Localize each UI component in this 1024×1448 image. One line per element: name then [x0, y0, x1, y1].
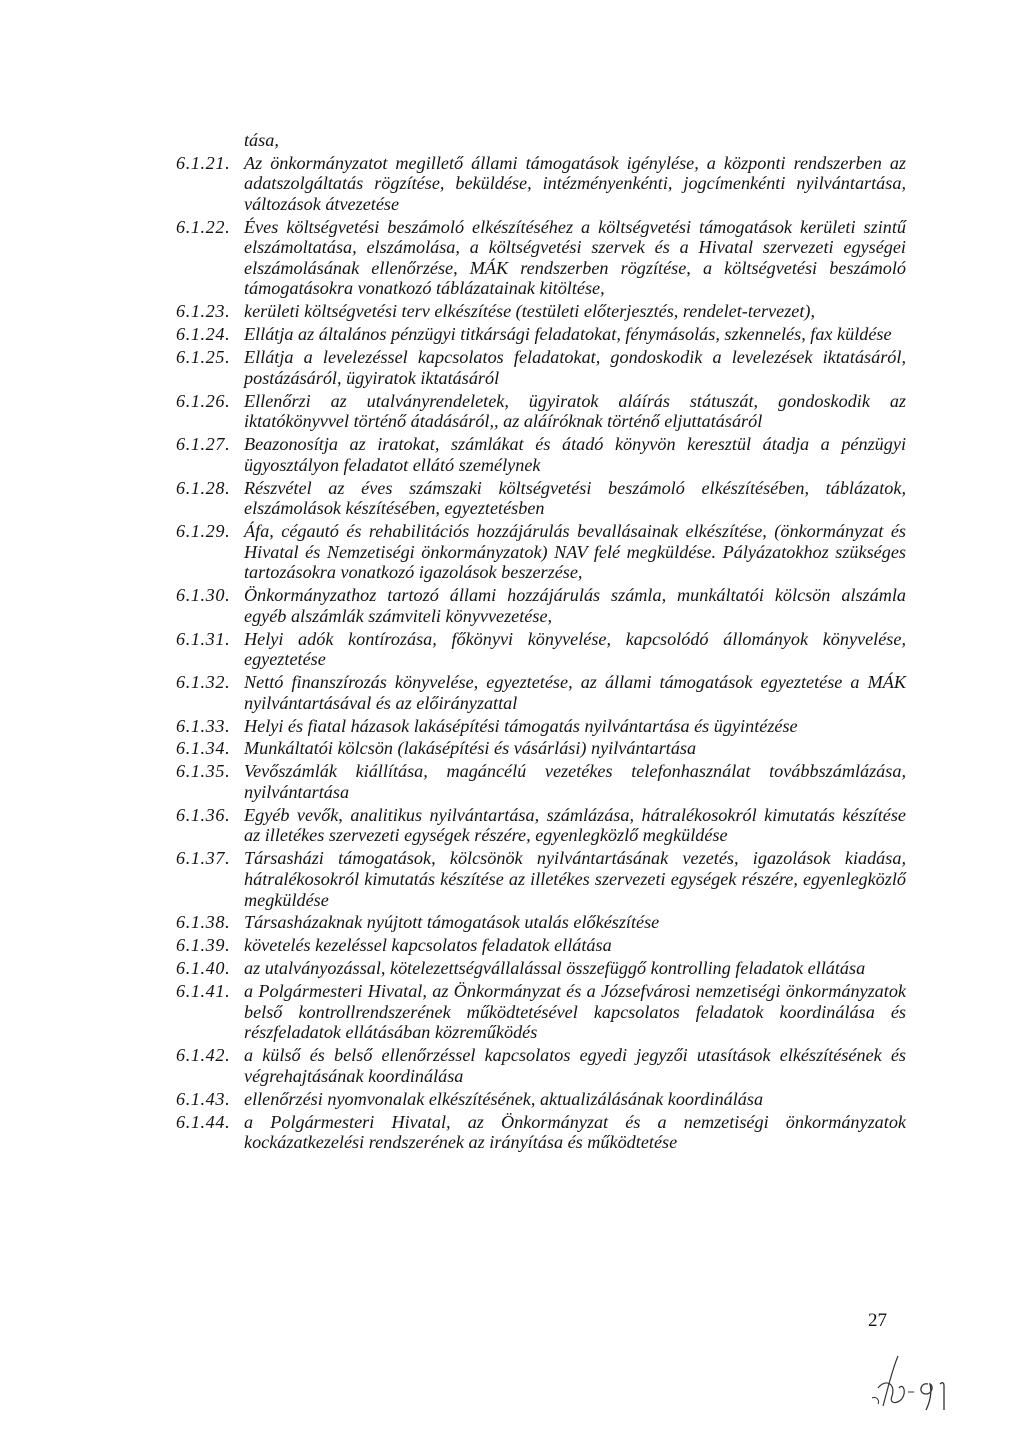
item-text: kerületi költségvetési terv elkészítése (testületi előterjesztés, rendelet-tervezet), [244, 301, 815, 322]
list-item [176, 217, 906, 299]
item-number: 6.1.31. [176, 628, 231, 649]
continuation-text: tása, [244, 130, 279, 150]
list-item [176, 848, 906, 910]
list-item [176, 738, 906, 759]
item-list [176, 153, 906, 1153]
item-number: 6.1.35. [176, 761, 231, 782]
item-text: a Polgármesteri Hivatal, az Önkormányzat és a nemzetiségi önkormányzatok kockázatkezelési rendszerének az irányítása és működtetése [244, 1111, 906, 1153]
item-text: ellenőrzési nyomvonalak elkészítésének, aktualizálásának koordinálása [244, 1088, 764, 1109]
list-item [176, 391, 906, 432]
list-item [176, 981, 906, 1043]
item-text: Ellátja a levelezéssel kapcsolatos feladatokat, gondoskodik a levelezések iktatásáról, postázásáról, ügyiratok iktatásáról [244, 347, 906, 388]
item-text: követelés kezeléssel kapcsolatos feladatok ellátása [244, 935, 612, 956]
item-text: Ellátja az általános pénzügyi titkársági feladatokat, fénymásolás, szkennelés, fax küldése [244, 324, 892, 345]
list-item [176, 629, 906, 670]
list-item [176, 1045, 906, 1086]
item-number: 6.1.40. [176, 958, 231, 979]
item-text: Egyéb vevők, analitikus nyilvántartása, számlázása, hátralékosokról kimutatás készítése az illetékes szervezeti egységek részére, egyenlegközlő megküldése [244, 804, 906, 846]
list-item [176, 1089, 906, 1110]
item-number: 6.1.41. [176, 981, 231, 1002]
item-text: Társasházi támogatások, kölcsönök nyilvántartásának vezetés, igazolások kiadása, hátralékosokról kimutatás készítése az illetékes szervezeti egységek részére, egyenlegközlő megküldése [244, 848, 906, 910]
item-text: a külső és belső ellenőrzéssel kapcsolatos egyedi jegyzői utasítások elkészítésének és végrehajtásának koordinálása [244, 1045, 906, 1086]
list-item [176, 585, 906, 626]
item-text: Vevőszámlák kiállítása, magáncélú vezetékes telefonhasználat továbbszámlázása, nyilvántartása [244, 761, 906, 802]
list-item [176, 478, 906, 519]
item-text: Éves költségvetési beszámoló elkészítéséhez a költségvetési támogatások kerületi szintű elszámoltatása, elszámolása, a költségvetési szervek és a Hivatal szervezeti egységei elszámolásának ellenőrzése, MÁK rendszerben rögzítése, a költségvetési beszámoló támogatásokra vonatkozó táblázatainak kitöltése, [244, 216, 906, 299]
handwritten-signature [868, 1348, 978, 1418]
list-item [176, 521, 906, 583]
item-number: 6.1.32. [176, 672, 231, 693]
list-item [176, 672, 906, 713]
item-number: 6.1.38. [176, 912, 231, 933]
list-item [176, 935, 906, 956]
list-item [176, 761, 906, 802]
item-text: Helyi és fiatal házasok lakásépítési támogatás nyilvántartása és ügyintézése [244, 715, 798, 736]
item-number: 6.1.26. [176, 390, 231, 411]
item-number: 6.1.44. [176, 1111, 231, 1132]
list-item [176, 324, 906, 345]
item-number: 6.1.42. [176, 1045, 231, 1066]
list-item [176, 153, 906, 215]
item-number: 6.1.27. [176, 434, 231, 455]
item-text: Önkormányzathoz tartozó állami hozzájárulás számla, munkáltatói kölcsön alszámla egyéb alszámlák számviteli könyvvezetése, [244, 585, 906, 626]
item-number: 6.1.24. [176, 324, 231, 345]
list-item [176, 716, 906, 737]
item-text: Helyi adók kontírozása, főkönyvi könyvelése, kapcsolódó állományok könyvelése, egyeztetése [244, 628, 906, 670]
item-text: az utalványozással, kötelezettségvállalással összefüggő kontrolling feladatok ellátása [244, 958, 866, 979]
item-text: Áfa, cégautó és rehabilitációs hozzájárulás bevallásainak elkészítése, (önkormányzat és Hivatal és Nemzetiségi önkormányzatok) NAV felé megküldése. Pályázatokhoz szükséges tartozásokra vonatkozó igazolások beszerzése, [244, 521, 906, 583]
item-number: 6.1.43. [176, 1088, 231, 1109]
item-number: 6.1.23. [176, 301, 231, 322]
item-number: 6.1.36. [176, 804, 231, 825]
item-text: Nettó finanszírozás könyvelése, egyeztetése, az állami támogatások egyeztetése a MÁK nyilvántartásával és az előirányzattal [244, 672, 906, 713]
item-number: 6.1.39. [176, 935, 231, 956]
list-item [176, 347, 906, 388]
item-text: Részvétel az éves számszaki költségvetési beszámoló elkészítésében, táblázatok, elszámolások készítésében, egyeztetésben [244, 477, 906, 519]
item-number: 6.1.21. [176, 152, 231, 173]
item-text: Ellenőrzi az utalványrendeletek, ügyiratok aláírás státuszát, gondoskodik az iktatókönyvvel történő átadásáról,, az aláíróknak történő eljuttatásáról [244, 390, 906, 432]
document-body [176, 130, 906, 1155]
item-number: 6.1.22. [176, 216, 231, 237]
item-text: Munkáltatói kölcsön (lakásépítési és vásárlási) nyilvántartása [244, 738, 697, 759]
list-item [176, 912, 906, 933]
list-item [176, 301, 906, 322]
item-number: 6.1.28. [176, 477, 231, 498]
item-number: 6.1.30. [176, 585, 231, 606]
item-text: Az önkormányzatot megillető állami támogatások igénylése, a központi rendszerben az adatszolgáltatás rögzítése, beküldése, intézményenkénti, jogcímenkénti nyilvántartása, változások átvezetése [244, 152, 906, 214]
item-text: Társasházaknak nyújtott támogatások utalás előkészítése [244, 912, 660, 933]
item-text: Beazonosítja az iratokat, számlákat és átadó könyvön keresztül átadja a pénzügyi ügyosztályon feladatot ellátó személynek [244, 434, 906, 475]
item-number: 6.1.25. [176, 347, 231, 368]
item-number: 6.1.34. [176, 738, 231, 759]
list-item [176, 958, 906, 979]
list-item [176, 1112, 906, 1153]
item-number: 6.1.33. [176, 715, 231, 736]
item-text: a Polgármesteri Hivatal, az Önkormányzat és a Józsefvárosi nemzetiségi önkormányzatok belső kontrollrendszerének működtetésével kapcsolatos feladatok koordinálása és részfeladatok ellátásában közreműködés [244, 981, 906, 1043]
item-number: 6.1.37. [176, 848, 231, 869]
page-number: 27 [868, 1310, 887, 1331]
list-item [176, 434, 906, 475]
list-item [176, 805, 906, 846]
item-number: 6.1.29. [176, 521, 231, 542]
